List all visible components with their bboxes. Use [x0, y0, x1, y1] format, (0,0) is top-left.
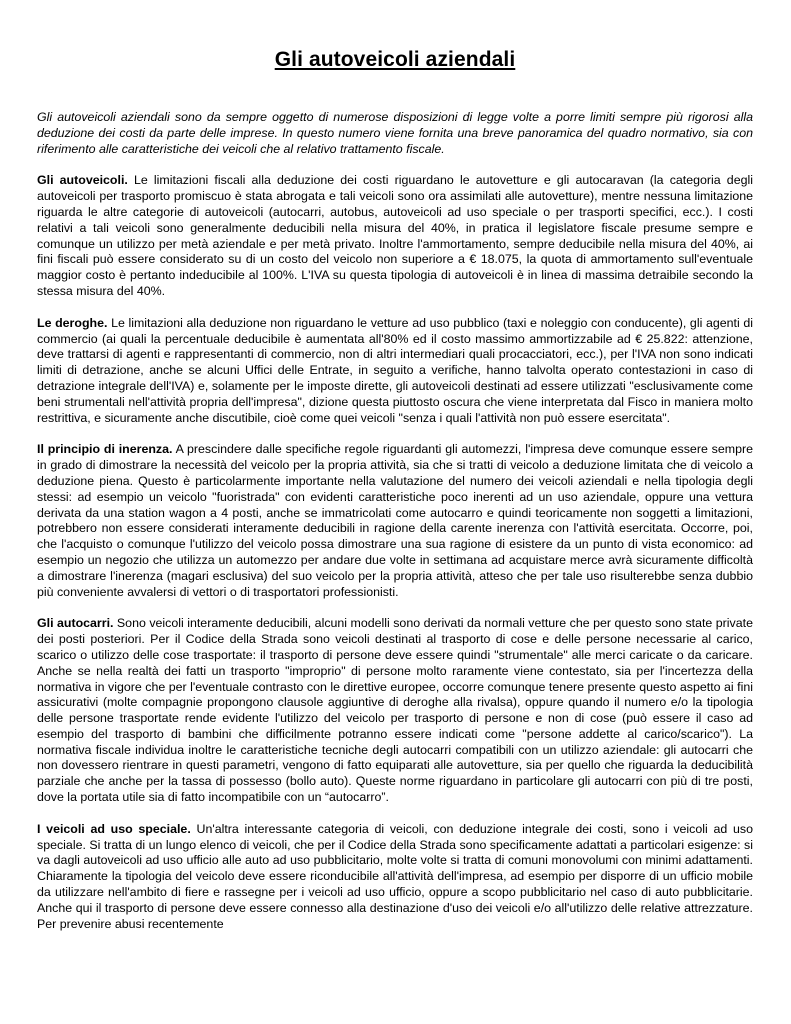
section-heading: Gli autocarri.: [37, 616, 114, 631]
section-heading: I veicoli ad uso speciale.: [37, 821, 191, 836]
section-heading: Gli autoveicoli.: [37, 173, 128, 188]
section-text: Un'altra interessante categoria di veicoli, con deduzione integrale dei costi, sono i veicoli ad uso speciale. Si tratta di un lungo elenco di veicoli, che per il Codice della Strada sono specificamente adattati a particolari esigenze: si va dagli autoveicoli ad uso ufficio alle auto ad uso pubblicitario, molte volte si tratta di comuni monovolumi con minimi adattamenti. Chiaramente la tipologia del veicolo deve essere riconducibile all'attività dell'impresa, ad esempio per disporre di un ufficio mobile da utilizzare nell'ambito di fiere e rassegne per i veicoli ad uso ufficio, oppure a scopo pubblicitario nel caso di auto pubblicitarie. Anche qui il trasporto di persone deve essere connesso alla destinazione d'uso dei veicoli e/o all'utilizzo delle relative attrezzature. Per prevenire abusi recentemente: [37, 821, 753, 931]
document-page: [37, 46, 753, 932]
section-inerenza: [37, 442, 753, 600]
section-text: Le limitazioni fiscali alla deduzione dei costi riguardano le autovetture e gli autocaravan (la categoria degli autoveicoli per trasporto promiscuo è stata abrogata e tali veicoli sono ora assimilati alle autovetture), mentre nessuna limitazione riguarda le altre categorie di autoveicoli (autocarri, autobus, autoveicoli ad uso speciale o per trasporti specifici, ecc.). I costi relativi a tali veicoli sono generalmente deducibili nella misura del 40%, in pratica il legislatore fiscale presume sempre e comunque un utilizzo per metà aziendale e per metà privato. Inoltre l'ammortamento, sempre deducibile nella misura del 40%, ai fini fiscali può essere considerato su di un costo del veicolo non superiore a € 18.075, la quota di ammortamento sull'eventuale maggior costo è pertanto indeducibile al 100%. L'IVA su questa tipologia di autoveicoli è in linea di massima detraibile secondo la stessa misura del 40%.: [37, 173, 753, 298]
section-text: A prescindere dalle specifiche regole riguardanti gli automezzi, l'impresa deve comunque essere sempre in grado di dimostrare la necessità del veicolo per la propria attività, sia che si tratti di veicolo a deduzione limitata che di veicolo a deduzione piena. Questo è particolarmente importante nella valutazione del numero dei veicoli aziendali e nella tipologia degli stessi: ad esempio un veicolo "fuoristrada" con evidenti caratteristiche poco inerenti ad un uso aziendale, oppure una vettura derivata da una station wagon a 4 posti, anche se immatricolati come autocarro e quindi teoricamente non soggetti a limitazioni, potrebbero non essere considerati interamente deducibili in ragione della carente inerenza con l'attività esercitata. Occorre, poi, che l'acquisto o comunque l'utilizzo del veicolo possa dimostrare una sua ragione di esistere da un punto di vista economico: ad esempio un negozio che utilizza un automezzo per andare due volte in settimana ad acquistare merce avrà sicuramente difficoltà a dimostrare l'inerenza (magari esclusiva) del suo veicolo per la propria attività, atteso che per tale uso risulterebbe senza dubbio più conveniente avvalersi di vettori o di trasportatori professionisti.: [37, 442, 753, 599]
section-text: Le limitazioni alla deduzione non riguardano le vetture ad uso pubblico (taxi e noleggio con conducente), gli agenti di commercio (ai quali la percentuale deducibile è aumentata all'80% ed il costo massimo ammortizzabile ad € 25.822: attenzione, deve trattarsi di agenti e rappresentanti di commercio, non di altri intermediari quali procacciatori, ecc.), per l'IVA non sono indicati limiti di detrazione, anche se alcuni Uffici delle Entrate, in seguito a verifiche, hanno talvolta operato contestazioni in caso di detrazione integrale dell'IVA) e, solamente per le imposte dirette, gli autoveicoli destinati ad essere utilizzati "esclusivamente come beni strumentali nell'attività propria dell'impresa", dizione questa piuttosto oscura che viene interpretata dal Fisco in maniera molto restrittiva, e sicuramente anche discutibile, cioè come quei veicoli "senza i quali l'attività non può essere esercitata".: [37, 315, 753, 425]
section-deroghe: [37, 316, 753, 427]
document-title: Gli autoveicoli aziendali: [274, 48, 516, 71]
section-veicoli-uso-speciale: [37, 822, 753, 933]
section-heading: Le deroghe.: [37, 315, 108, 330]
section-text: Sono veicoli interamente deducibili, alcuni modelli sono derivati da normali vetture che per questo sono state private dei posti posteriori. Per il Codice della Strada sono veicoli destinati al trasporto di cose e delle persone necessarie al carico, scarico o utilizzo delle cose trasportate: il trasporto di persone deve essere quindi "strumentale" alle merci caricate o da caricare. Anche se nella realtà dei fatti un trasporto "improprio" di persone molto raramente viene contestato, sia per l'incertezza della normativa in vigore che per l'eventuale contrasto con le direttive europee, occorre comunque tenere presente questo aspetto ai fini assicurativi (molte compagnie propongono clausole aggiuntive di deroghe alla rivalsa), oppure quando il numero e/o la tipologia delle persone trasportate rende evidente l'utilizzo del veicolo per trasporto di persone e non di cose (può essere il caso ad esempio del trasporto di bambini che difficilmente potranno essere indicati come "persone addette al carico/scarico"). La normativa fiscale individua inoltre le caratteristiche tecniche degli autocarri compatibili con un utilizzo aziendale: gli autocarri che non dovessero rientrare in questi parametri, vengono di fatto equiparati alle autovetture, sia per quello che riguarda la deducibilità parziale che anche per la tassa di possesso (bollo auto). Queste norme riguardano in particolare gli autocarri con più di tre posti, dove la portata utile sia di fatto incompatibile con un “autocarro”.: [37, 616, 753, 805]
section-autoveicoli: [37, 173, 753, 299]
intro-paragraph: Gli autoveicoli aziendali sono da sempre oggetto di numerose disposizioni di legge volte a porre limiti sempre più rigorosi alla deduzione dei costi da parte delle imprese. In questo numero viene fornita una breve panoramica del quadro normativo, sia con riferimento alle caratteristiche dei veicoli che al relativo trattamento fiscale.: [37, 110, 753, 156]
section-heading: Il principio di inerenza.: [37, 442, 173, 457]
section-autocarri: [37, 616, 753, 806]
